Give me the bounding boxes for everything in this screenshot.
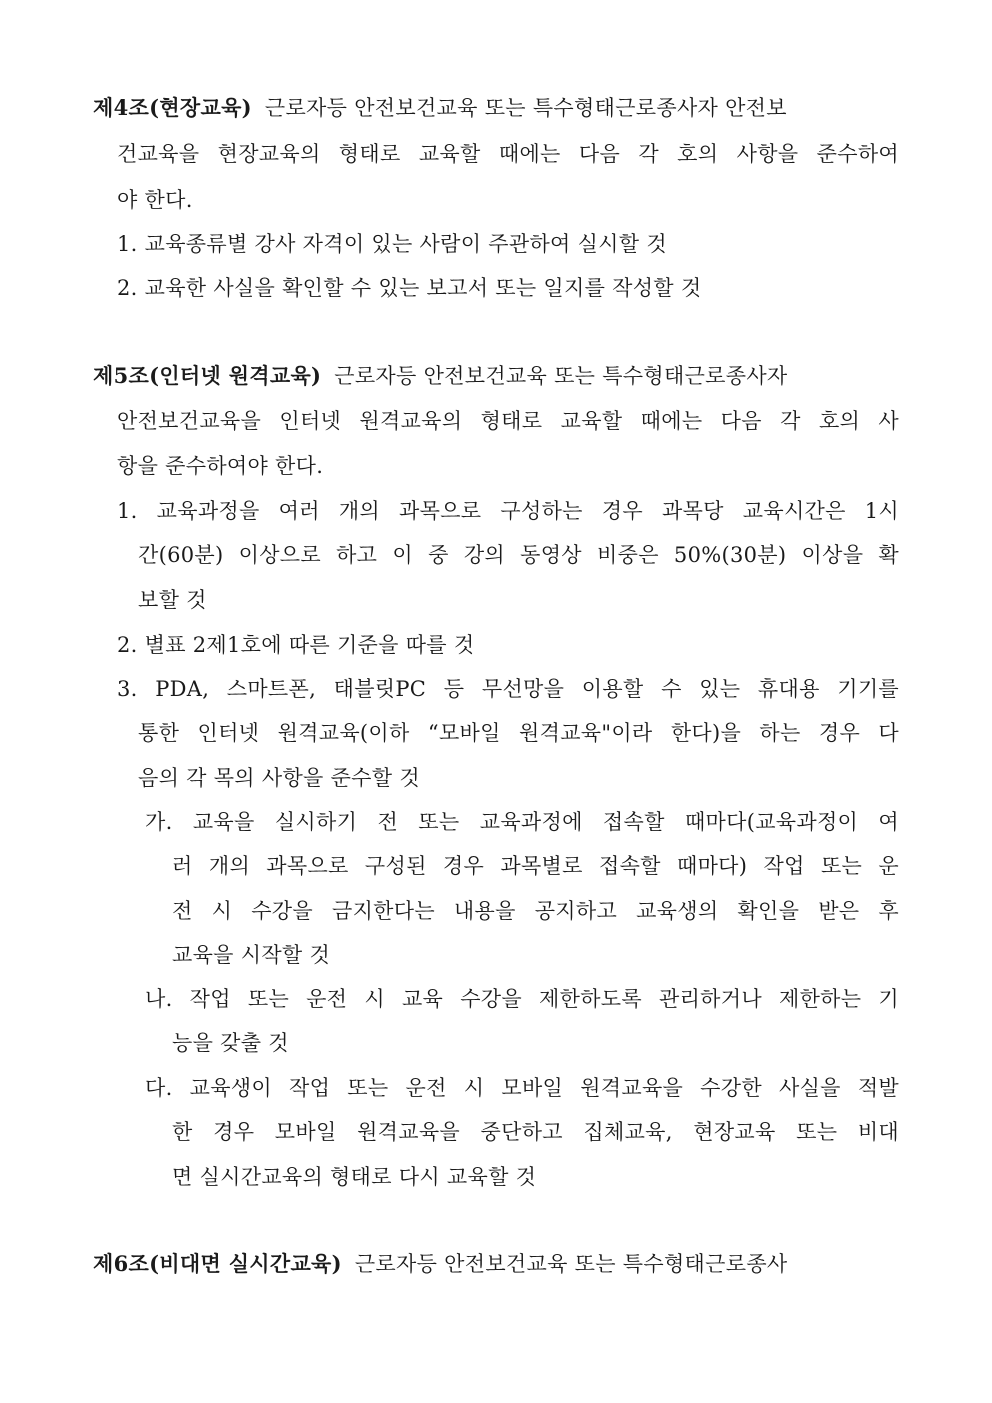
article6-heading: 제6조(비대면 실시간교육) [93, 1251, 342, 1276]
article5-subB-line1: 나. 작업 또는 운전 시 교육 수강을 제한하도록 관리하거나 제한하는 기 [145, 987, 899, 1011]
article5-item2: 2. 별표 2제1호에 따른 기준을 따를 것 [117, 633, 475, 657]
article6-line1 [93, 1250, 899, 1278]
article4-line1 [93, 94, 899, 122]
article4-line2: 건교육을 현장교육의 형태로 교육할 때에는 다음 각 호의 사항을 준수하여 [117, 142, 899, 166]
article5-subC-line1: 다. 교육생이 작업 또는 운전 시 모바일 원격교육을 수강한 사실을 적발 [145, 1076, 899, 1100]
article5-line1-text: 근로자등 안전보건교육 또는 특수형태근로종사자 [334, 364, 788, 388]
article6-line1-text: 근로자등 안전보건교육 또는 특수형태근로종사 [354, 1252, 788, 1276]
article5-subA-line3: 전 시 수강을 금지한다는 내용을 공지하고 교육생의 확인을 받은 후 [172, 899, 899, 923]
article5-item3-line3: 음의 각 목의 사항을 준수할 것 [138, 766, 420, 790]
article5-subB-line2: 능을 갖출 것 [172, 1031, 289, 1055]
article4-line3: 야 한다. [117, 188, 193, 212]
article4-item1: 1. 교육종류별 강사 자격이 있는 사람이 주관하여 실시할 것 [117, 232, 667, 256]
article4-heading: 제4조(현장교육) [93, 95, 252, 120]
article5-heading: 제5조(인터넷 원격교육) [93, 363, 322, 388]
article5-line3: 항을 준수하여야 한다. [117, 454, 324, 478]
article5-line1 [93, 362, 899, 390]
article4-item2: 2. 교육한 사실을 확인할 수 있는 보고서 또는 일지를 작성할 것 [117, 276, 702, 300]
article5-item1-line1: 1. 교육과정을 여러 개의 과목으로 구성하는 경우 과목당 교육시간은 1시 [117, 499, 899, 523]
article5-subA-line2: 러 개의 과목으로 구성된 경우 과목별로 접속할 때마다) 작업 또는 운 [172, 854, 899, 878]
article5-line2: 안전보건교육을 인터넷 원격교육의 형태로 교육할 때에는 다음 각 호의 사 [117, 409, 899, 433]
article5-subC-line2: 한 경우 모바일 원격교육을 중단하고 집체교육, 현장교육 또는 비대 [172, 1120, 899, 1144]
article5-item1-line3: 보할 것 [138, 588, 207, 612]
article5-subA-line1: 가. 교육을 실시하기 전 또는 교육과정에 접속할 때마다(교육과정이 여 [145, 810, 899, 834]
article5-item3-line1: 3. PDA, 스마트폰, 태블릿PC 등 무선망을 이용할 수 있는 휴대용 기기를 [117, 677, 899, 701]
article5-item1-line2: 간(60분) 이상으로 하고 이 중 강의 동영상 비중은 50%(30분) 이상을 확 [138, 543, 899, 567]
article5-subC-line3: 면 실시간교육의 형태로 다시 교육할 것 [172, 1165, 537, 1189]
article5-subA-line4: 교육을 시작할 것 [172, 943, 331, 967]
article5-item3-line2: 통한 인터넷 원격교육(이하 “모바일 원격교육"이라 한다)을 하는 경우 다 [138, 721, 899, 745]
article4-line1-text: 근로자등 안전보건교육 또는 특수형태근로종사자 안전보 [264, 96, 787, 120]
